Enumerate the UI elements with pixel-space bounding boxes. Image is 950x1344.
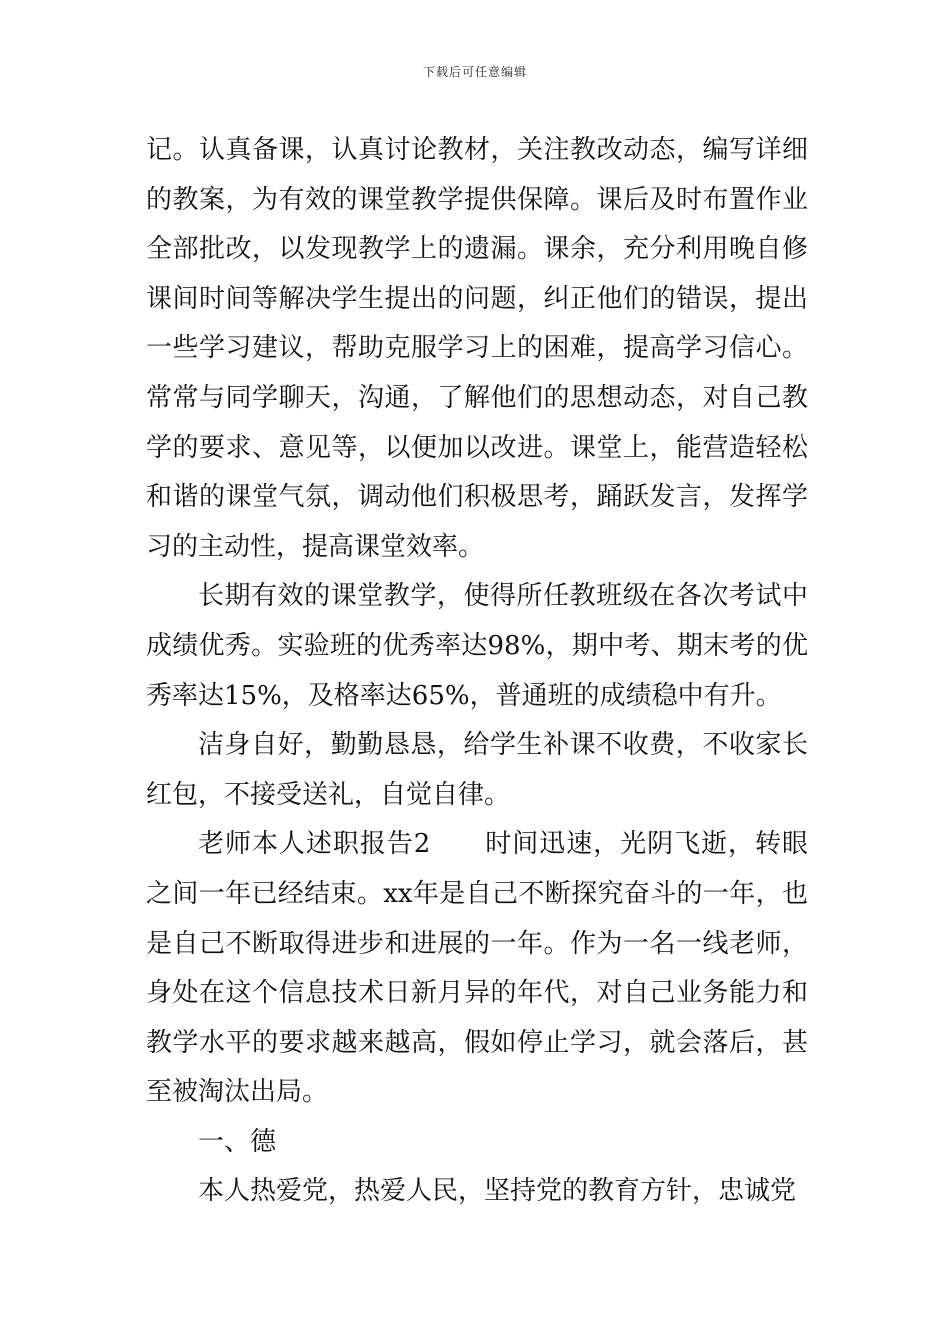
section-heading-virtue: 一、德	[198, 1126, 277, 1157]
paragraph-report-2-intro: 老师本人述职报告2 时间迅速，光阴飞逝，转眼之间一年已经结束。xx年是自己不断探究奋斗的一年，也是自己不断取得进步和进展的一年。作为一名一线老师，身处在这个信息技术日新月异的年代，对自己业务能力和教学水平的要求越来越高，假如停止学习，就会落后，甚至被淘汰出局。	[146, 829, 808, 1108]
paragraph-virtue: 本人热爱党，热爱人民，坚持党的教育方针，忠诚党	[198, 1176, 797, 1207]
page-header: 下载后可任意编辑	[422, 65, 527, 79]
paragraph-conduct: 洁身自好，勤勤恳恳，给学生补课不收费，不收家长红包，不接受送礼，自觉自律。	[146, 730, 808, 810]
document-body	[146, 126, 808, 1217]
paragraph-exam-results: 长期有效的课堂教学，使得所任教班级在各次考试中成绩优秀。实验班的优秀率达98%，期中考、期末考的优秀率达15%，及格率达65%，普通班的成绩稳中有升。	[146, 581, 808, 711]
paragraph-continuation: 记。认真备课，认真讨论教材，关注教改动态，编写详细的教案，为有效的课堂教学提供保障。课后及时布置作业全部批改，以发现教学上的遗漏。课余，充分利用晚自修课间时间等解决学生提出的问题，纠正他们的错误，提出一些学习建议，帮助克服学习上的困难，提高学习信心。常常与同学聊天，沟通，了解他们的思想动态，对自己教学的要求、意见等，以便加以改进。课堂上，能营造轻松和谐的课堂气氛，调动他们积极思考，踊跃发言，发挥学习的主动性，提高课堂效率。	[146, 135, 808, 562]
